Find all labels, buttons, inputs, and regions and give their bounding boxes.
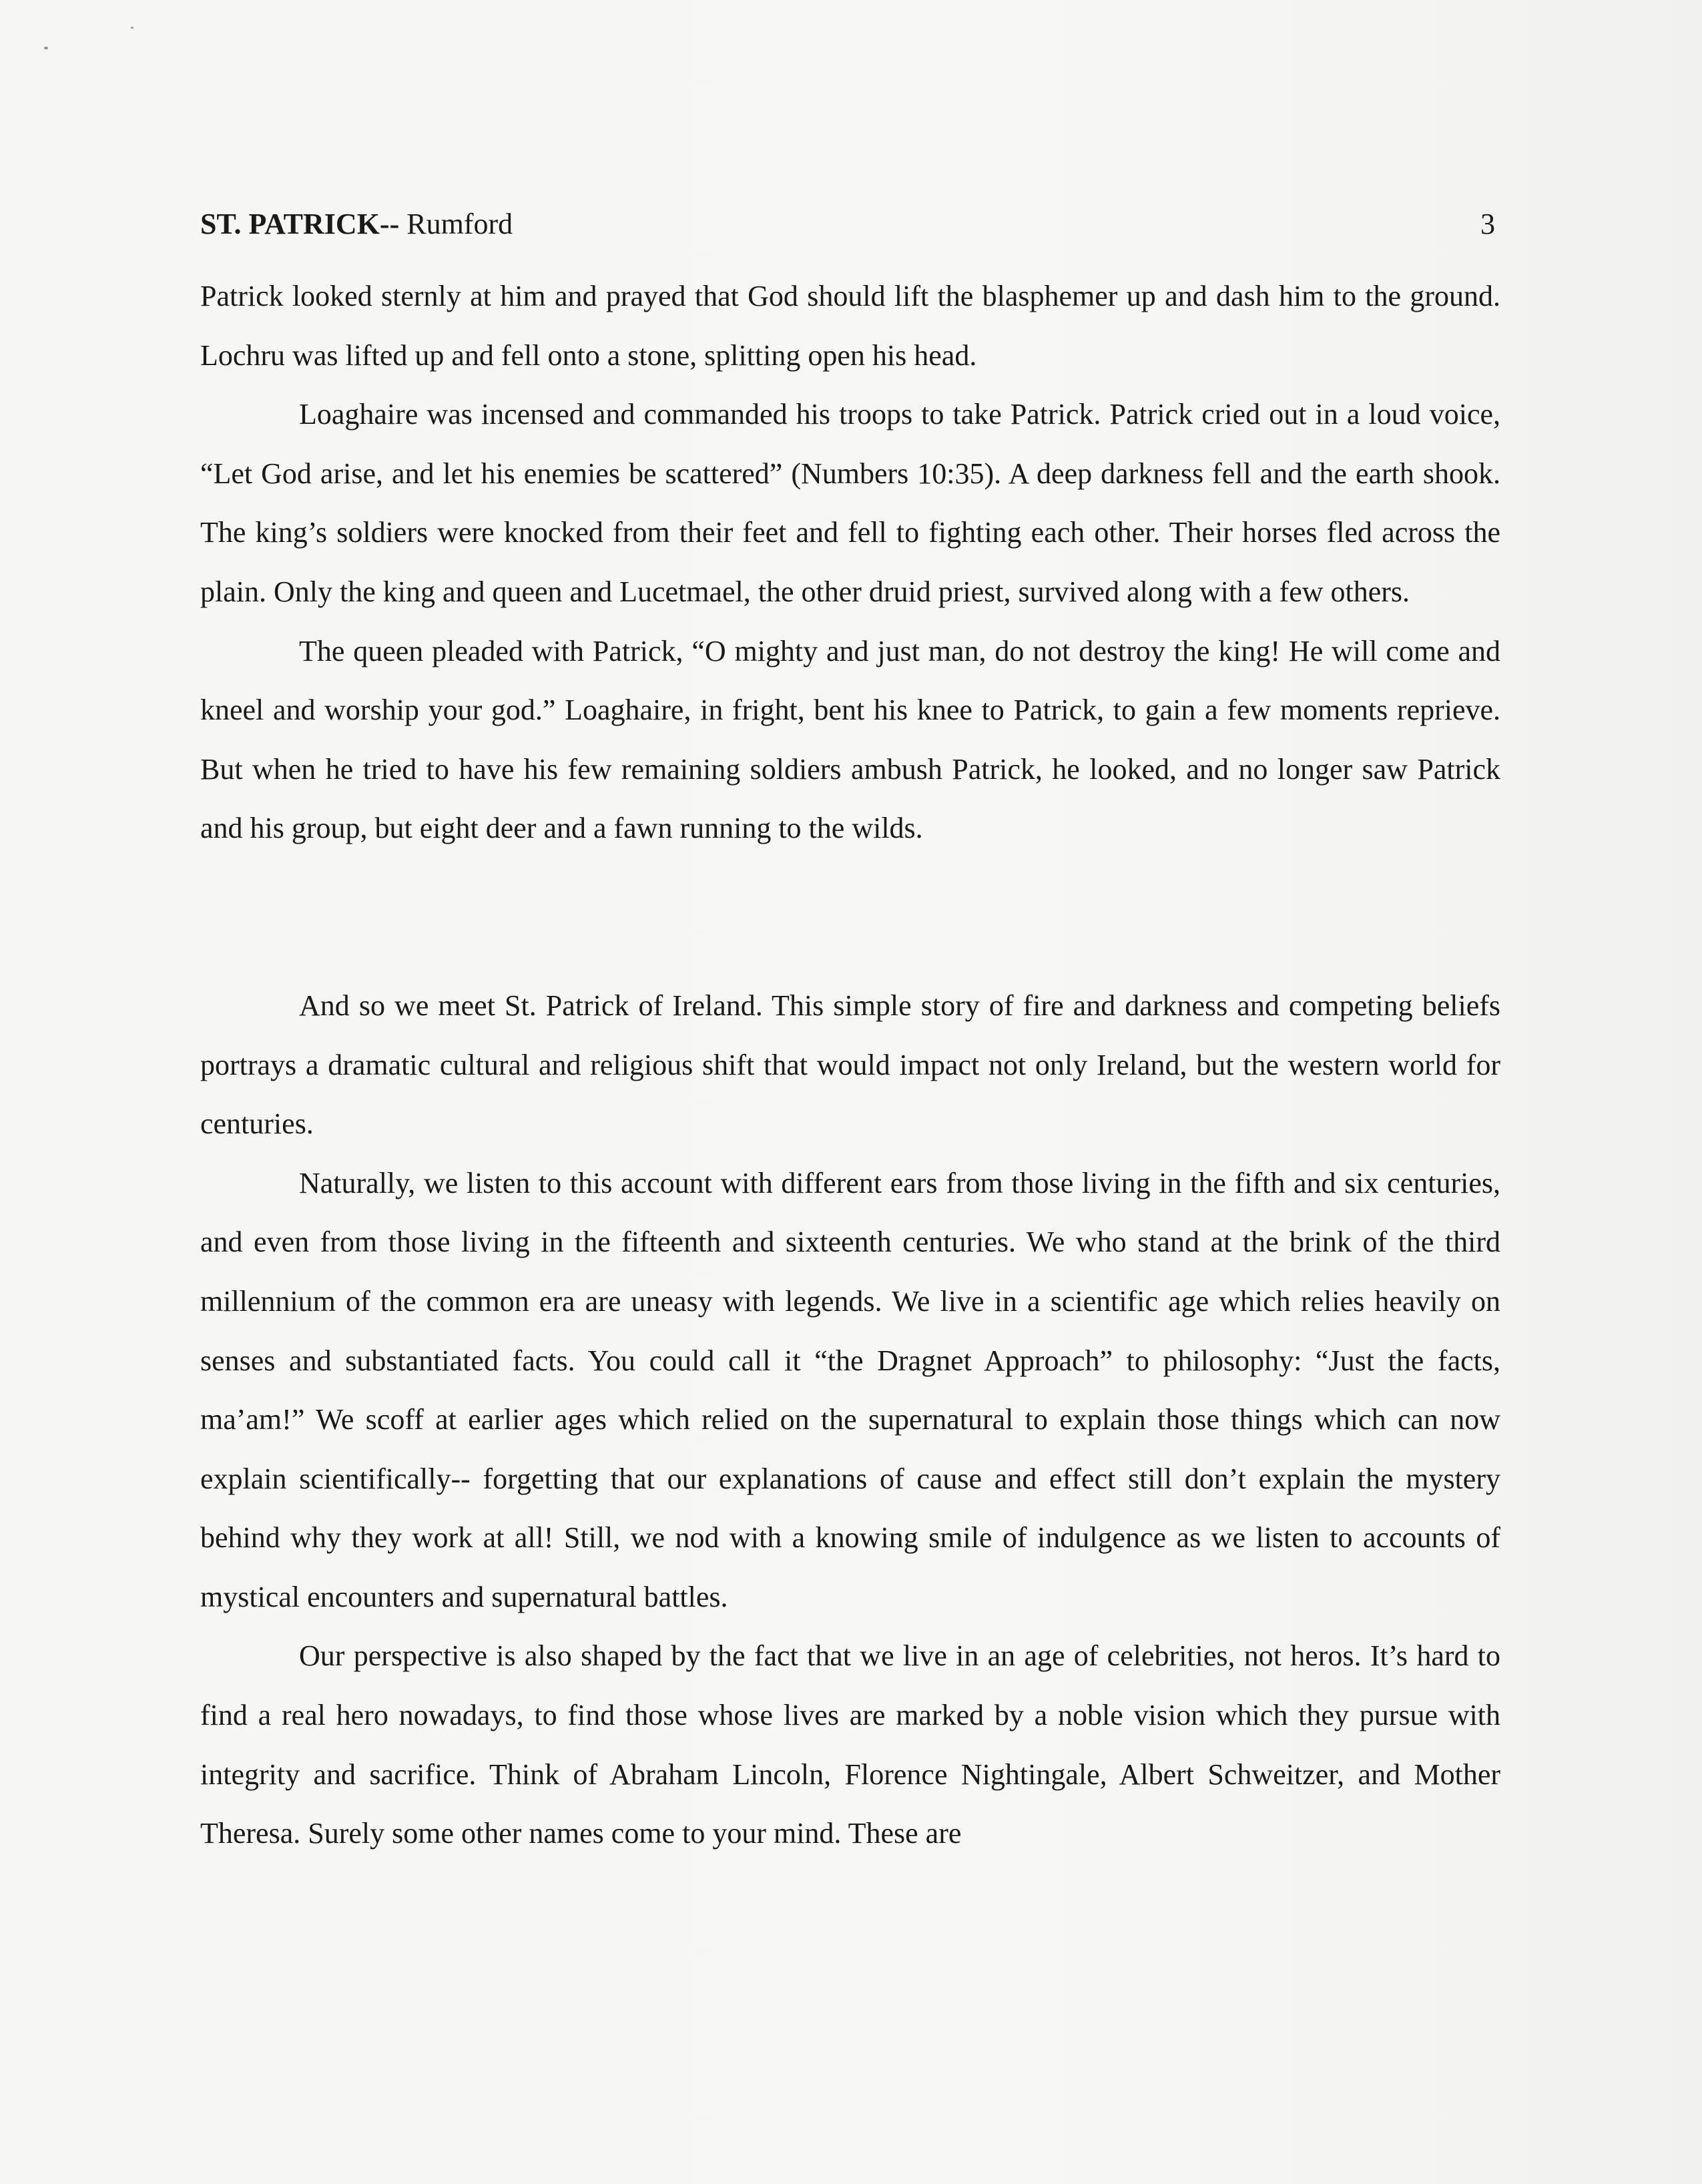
paragraph: Loaghaire was incensed and commanded his troops to take Patrick. Patrick cried out in a loud voice, “Let God arise, and let his enemies be scattered” (Numbers 10:35). A deep darkness fell and the earth shook. The king’s soldiers were knocked from their feet and fell to fighting each other. Their horses fled across the plain. Only the king and queen and Lucetmael, the other druid priest, survived along with a few others. bbox=[200, 398, 1500, 608]
page-header bbox=[200, 204, 1495, 244]
paragraph: Patrick looked sternly at him and prayed that God should lift the blasphemer up and dash him to the ground. Lochru was lifted up and fell onto a stone, splitting open his head. bbox=[200, 280, 1500, 372]
paragraph: Naturally, we listen to this account with different ears from those living in the fifth and six centuries, and even from those living in the fifteenth and sixteenth centuries. We who stand at the brink of the third millennium of the common era are uneasy with legends. We live in a scientific age which relies heavily on senses and substantiated facts. You could call it “the Dragnet Approach” to philosophy: “Just the facts, ma’am!” We scoff at earlier ages which relied on the supernatural to explain those things which can now explain scientifically-- forgetting that our explanations of cause and effect still don’t explain the mystery behind why they work at all! Still, we nod with a knowing smile of indulgence as we listen to accounts of mystical encounters and supernatural battles. bbox=[200, 1166, 1500, 1613]
paragraph: And so we meet St. Patrick of Ireland. This simple story of fire and darkness and competing beliefs portrays a dramatic cultural and religious shift that would impact not only Ireland, but the western world for centuries. bbox=[200, 989, 1500, 1141]
running-title-author: Rumford bbox=[399, 208, 513, 240]
paragraph: Our perspective is also shaped by the fact that we live in an age of celebrities, not heros. It’s hard to find a real hero nowadays, to find those whose lives are marked by a noble vision which they pursue with integrity and sacrifice. Think of Abraham Lincoln, Florence Nightingale, Albert Schweitzer, and Mother Theresa. Surely some other names come to your mind. These are bbox=[200, 1639, 1500, 1850]
paragraph: The queen pleaded with Patrick, “O mighty and just man, do not destroy the king! He will come and kneel and worship your god.” Loaghaire, in fright, bent his knee to Patrick, to gain a few moments reprieve. But when he tried to have his few remaining soldiers ambush Patrick, he looked, and no longer saw Patrick and his group, but eight deer and a fawn running to the wilds. bbox=[200, 634, 1500, 845]
scan-speck bbox=[131, 27, 133, 29]
scan-speck bbox=[44, 47, 48, 49]
page-number: 3 bbox=[1480, 208, 1495, 240]
running-title bbox=[200, 204, 513, 244]
running-title-bold: ST. PATRICK-- bbox=[200, 208, 400, 240]
section-break bbox=[200, 858, 1500, 977]
body-text bbox=[200, 267, 1500, 1864]
